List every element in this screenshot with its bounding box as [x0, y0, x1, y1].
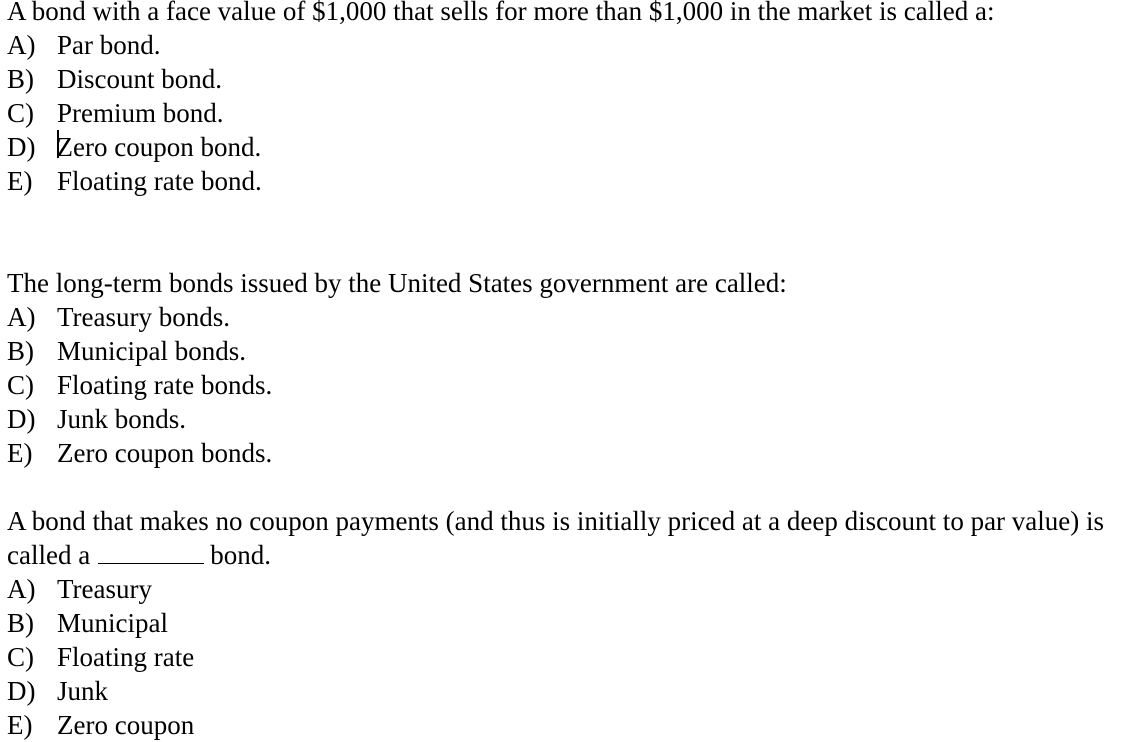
option-letter: B)	[7, 608, 34, 638]
option-letter: E)	[7, 438, 33, 468]
option-letter: A)	[7, 302, 36, 332]
question-2-option-d	[7, 402, 1127, 436]
question-1	[7, 0, 1127, 198]
option-text: Floating rate	[57, 642, 195, 672]
question-3-option-d	[7, 674, 1127, 708]
question-3-option-a	[7, 572, 1127, 606]
question-1-option-b	[7, 62, 1127, 96]
question-2-stem: The long-term bonds issued by the United States government are called:	[7, 268, 787, 298]
option-text: Zero coupon bonds.	[57, 438, 273, 468]
option-letter: C)	[7, 370, 34, 400]
question-2-option-c	[7, 368, 1127, 402]
option-text: Floating rate bond.	[57, 166, 262, 196]
option-letter: A)	[7, 30, 36, 60]
option-letter: B)	[7, 64, 34, 94]
fill-in-blank	[98, 541, 204, 564]
question-3-stem-before-blank: A bond that makes no coupon payments (and thus is initially priced at a deep discount to par value) is called a	[7, 506, 1105, 570]
document-page	[7, 0, 1127, 742]
question-1-option-a	[7, 28, 1127, 62]
option-text: Treasury bonds.	[57, 302, 231, 332]
question-2-option-b	[7, 334, 1127, 368]
option-text: Discount bond.	[57, 64, 222, 94]
option-letter: C)	[7, 98, 34, 128]
question-3-stem	[7, 504, 1127, 572]
option-text: Treasury	[57, 574, 153, 604]
option-letter: D)	[7, 404, 36, 434]
question-3	[7, 504, 1127, 742]
option-letter: A)	[7, 574, 36, 604]
option-text: Zero coupon bond.	[56, 132, 262, 162]
option-text: Municipal	[57, 608, 168, 638]
question-3-option-c	[7, 640, 1127, 674]
question-1-stem: A bond with a face value of $1,000 that sells for more than $1,000 in the market is called a:	[7, 0, 995, 26]
question-2-options	[7, 300, 1127, 470]
option-letter: D)	[7, 132, 36, 162]
option-text: Floating rate bonds.	[57, 370, 273, 400]
question-1-options	[7, 28, 1127, 198]
question-2-option-a	[7, 300, 1127, 334]
option-letter: B)	[7, 336, 34, 366]
question-3-stem-after-blank: bond.	[210, 540, 271, 570]
option-text: Par bond.	[57, 30, 161, 60]
option-letter: D)	[7, 676, 36, 706]
question-3-options	[7, 572, 1127, 742]
option-letter: E)	[7, 166, 33, 196]
option-text: Junk	[57, 676, 109, 706]
option-text: Zero coupon	[57, 710, 195, 740]
option-letter: E)	[7, 710, 33, 740]
question-3-option-b	[7, 606, 1127, 640]
question-1-option-c	[7, 96, 1127, 130]
option-letter: C)	[7, 642, 34, 672]
question-1-option-e	[7, 164, 1127, 198]
question-3-option-e	[7, 708, 1127, 742]
option-text: Junk bonds.	[57, 404, 187, 434]
option-text: Premium bond.	[57, 98, 224, 128]
question-1-option-d	[7, 130, 1127, 164]
question-2-option-e	[7, 436, 1127, 470]
option-text: Municipal bonds.	[57, 336, 246, 366]
question-2	[7, 266, 1127, 470]
